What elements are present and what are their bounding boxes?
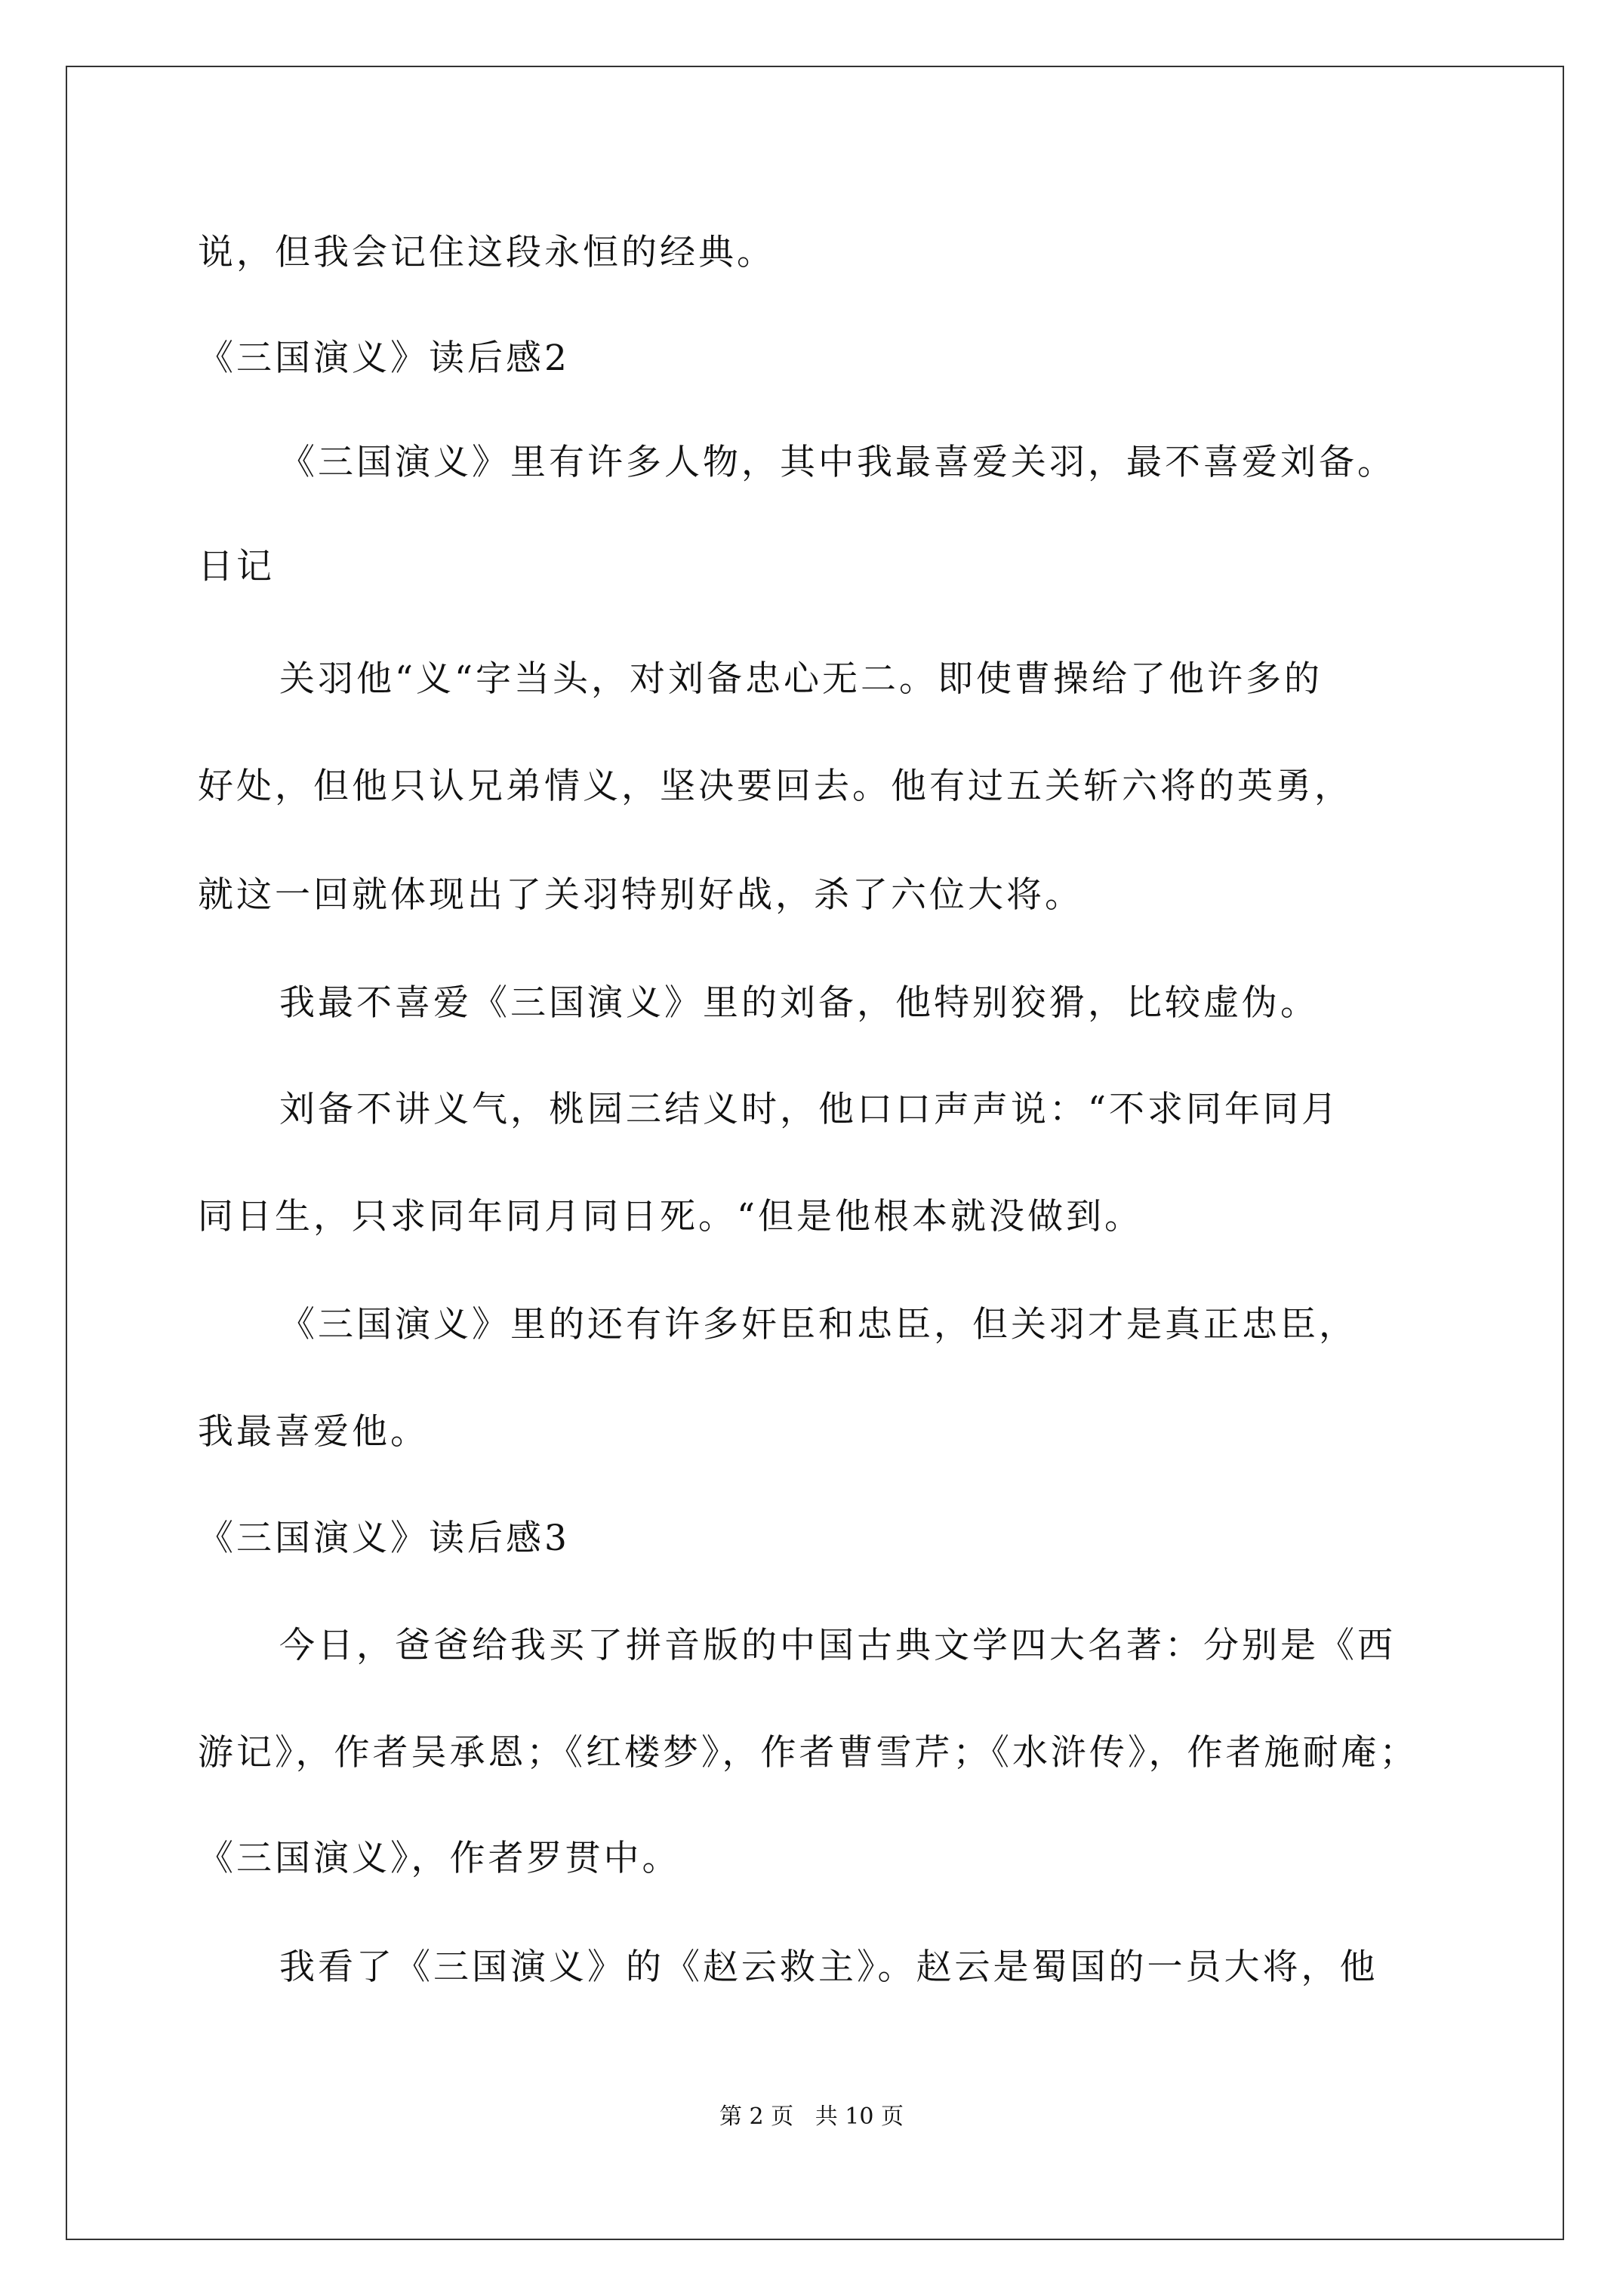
page-number-footer: 第 2 页 共 10 页 [719,2103,904,2130]
paragraph-line: 我最不喜爱《三国演义》里的刘备，他特别狡猾，比较虚伪。 [279,982,1319,1024]
section-heading-3: 《三国演义》读后感3 [198,1518,570,1559]
paragraph-line: 今日，爸爸给我买了拼音版的中国古典文学四大名著：分别是《西 [279,1625,1396,1666]
paragraph-line: 我看了《三国演义》的《赵云救主》。赵云是蜀国的一员大将，他 [279,1946,1378,1988]
paragraph-line: 就这一回就体现出了关羽特别好战，杀了六位大将。 [198,874,1083,916]
paragraph-line: 《三国演义》，作者罗贯中。 [198,1838,681,1879]
section-heading-2: 《三国演义》读后感2 [198,337,570,379]
paragraph-line: 游记》，作者吴承恩；《红楼梦》，作者曹雪芹；《水浒传》，作者施耐庵； [198,1732,1418,1774]
paragraph-line: 好处，但他只认兄弟情义，坚决要回去。他有过五关斩六将的英勇， [198,766,1353,807]
paragraph-line: 我最喜爱他。 [198,1411,429,1453]
paragraph-line: 刘备不讲义气，桃园三结义时，他口口声声说：“不求同年同月 [279,1089,1341,1130]
paragraph-line: 关羽他“义“字当头，对刘备忠心无二。即使曹操给了他许多的 [279,658,1323,700]
paragraph-line: 日记 [198,546,275,587]
paragraph-line: 同日生，只求同年同月同日死。“但是他根本就没做到。 [198,1196,1144,1237]
paragraph-line: 《三国演义》里的还有许多奸臣和忠臣，但关羽才是真正忠臣， [279,1304,1357,1345]
page-border [66,66,1564,2240]
paragraph-line-continuation: 说，但我会记住这段永恒的经典。 [198,232,775,273]
paragraph-line: 《三国演义》里有许多人物，其中我最喜爱关羽，最不喜爱刘备。 [279,442,1396,483]
